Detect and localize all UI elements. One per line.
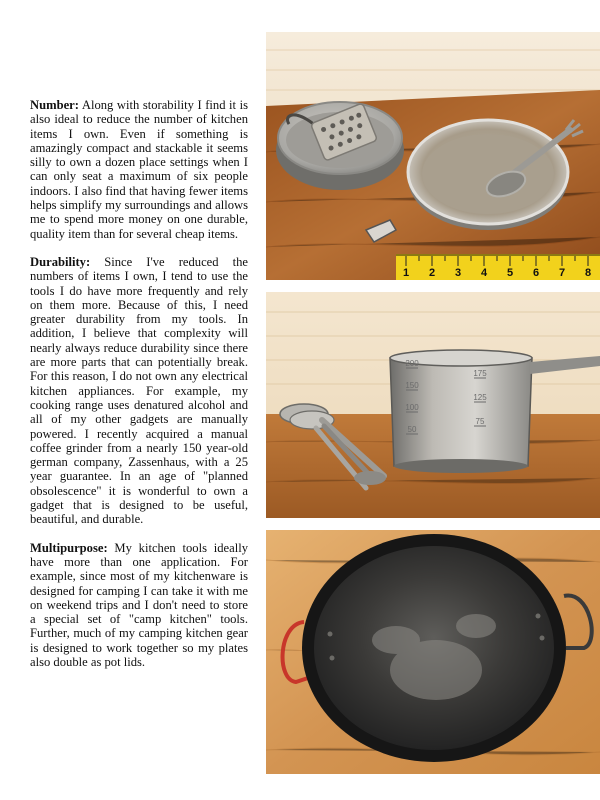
photo-measuring-cup-image	[266, 292, 600, 518]
cup-label-50: 50	[407, 425, 417, 434]
cup-label-175: 175	[473, 369, 487, 378]
paragraph-number	[30, 98, 248, 241]
ruler-label-6: 6	[532, 267, 540, 279]
ruler-shape	[396, 254, 600, 280]
article-text	[30, 98, 248, 683]
ruler-label-7: 7	[558, 267, 566, 279]
ruler-label-5: 5	[506, 267, 514, 279]
body-durability: Since I've reduced the numbers of items I own, I tend to use the tools I do have more frequently and rely on them more. Because of this, I need greater durability from my tools. In addition, I believe that complexity will nearly always reduce durability since there are more parts that can potentially break. For this reason, I do not own any electrical kitchen appliances. For example, my cooking range uses denatured alcohol and all of my other gadgets are manually powered. I recently acquired a manual coffee grinder from a nearly 150 year-old german company, Zassenhaus, with a 25 year guarantee. In an age of "planned obsolescence" it is wonderful to own a gadget that is designed to be useful, beautiful, and durable.	[30, 254, 248, 527]
photo-measuring-cup	[266, 292, 600, 518]
paragraph-durability	[30, 255, 248, 527]
photo-bowl-plate-ruler	[266, 32, 600, 280]
body-number: Along with storability I find it is also ideal to reduce the number of kitchen items I own. Even if something is amazingly compact and stackable it seems silly to own a dozen place settings when I can only seat a maximum of six people indoors. I also find that having fewer items helps simplify my surroundings and allows me to spend more money on one durable, quality item than for several cheap items.	[30, 98, 248, 241]
heading-number: Number:	[30, 98, 79, 112]
heading-multipurpose: Multipurpose:	[30, 540, 108, 555]
photo-bowl-plate-ruler-image	[266, 32, 600, 280]
photo-pan-image	[266, 530, 600, 774]
ruler-label-1: 1	[402, 267, 410, 279]
cup-label-200: 200	[405, 359, 419, 368]
cup-label-150: 150	[405, 381, 419, 390]
ruler-label-8: 8	[584, 267, 592, 279]
heading-durability: Durability:	[30, 254, 91, 269]
cup-label-100: 100	[405, 403, 419, 412]
ruler-label-3: 3	[454, 267, 462, 279]
paragraph-multipurpose	[30, 541, 248, 670]
cup-label-75: 75	[475, 417, 485, 426]
ruler-label-4: 4	[480, 267, 488, 279]
photo-pan	[266, 530, 600, 774]
ruler-label-2: 2	[428, 267, 436, 279]
body-multipurpose: My kitchen tools ideally have more than one application. For example, since most of my kitchenware is designed for camping I can take it with me on weekend trips and I don't need to store a special set of "camp kitchen" tools. Further, much of my camping kitchen gear is designed to work together so my plates also double as pot lids.	[30, 540, 248, 669]
cup-label-125: 125	[473, 393, 487, 402]
